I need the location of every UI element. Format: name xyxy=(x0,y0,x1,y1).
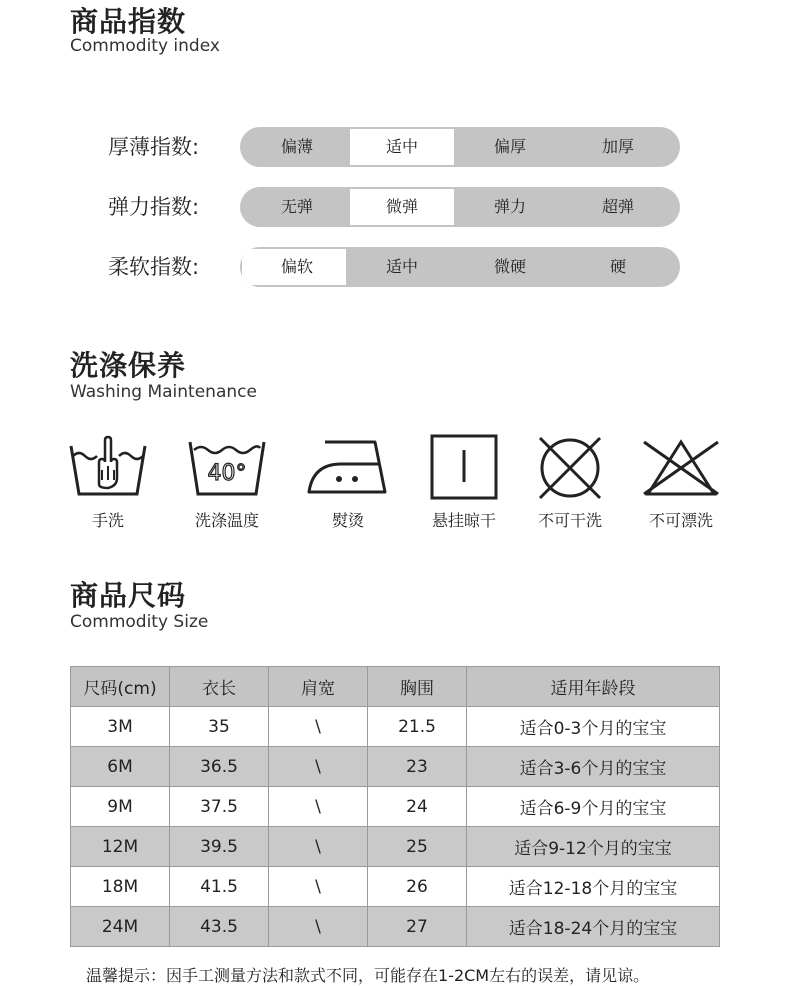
iron-icon xyxy=(293,432,403,502)
elasticity-option-selected: 微弹 xyxy=(348,187,456,227)
wash-temperature-icon xyxy=(172,432,282,502)
elasticity-index-row xyxy=(108,187,688,227)
cell-age-range: 适合9-12个月的宝宝 xyxy=(467,827,720,867)
table-row xyxy=(71,707,720,747)
care-label: 手洗 xyxy=(91,511,124,530)
table-row xyxy=(71,787,720,827)
care-item-no-dry-clean xyxy=(515,432,625,532)
cell-shoulder: \ xyxy=(269,747,368,787)
cell-chest: 25 xyxy=(368,827,467,867)
cell-age-range: 适合6-9个月的宝宝 xyxy=(467,787,720,827)
cell-chest: 27 xyxy=(368,907,467,947)
elasticity-option: 超弹 xyxy=(601,197,634,216)
softness-option: 适中 xyxy=(385,257,418,276)
cell-shoulder: \ xyxy=(269,707,368,747)
no-bleach-icon xyxy=(626,432,736,502)
softness-option-selected: 偏软 xyxy=(240,247,348,287)
elasticity-index-label: 弹力指数: xyxy=(108,195,200,219)
table-row xyxy=(71,827,720,867)
thickness-option-selected: 适中 xyxy=(348,127,456,167)
cell-shoulder: \ xyxy=(269,827,368,867)
cell-size: 12M xyxy=(71,827,170,867)
wash-temperature-value: 40° xyxy=(207,461,247,486)
care-item-no-bleach xyxy=(626,432,736,532)
cell-size: 3M xyxy=(71,707,170,747)
index-section-subtitle: Commodity index xyxy=(70,36,220,56)
cell-chest: 21.5 xyxy=(368,707,467,747)
cell-size: 18M xyxy=(71,867,170,907)
care-label: 不可漂洗 xyxy=(648,511,713,530)
index-section-title: 商品指数 xyxy=(70,5,187,38)
table-row xyxy=(71,867,720,907)
care-item-wash-temperature xyxy=(172,432,282,532)
header-shoulder: 肩宽 xyxy=(269,667,368,707)
washing-section-title: 洗涤保养 xyxy=(70,349,187,382)
header-chest: 胸围 xyxy=(368,667,467,707)
hang-dry-icon xyxy=(409,432,519,502)
header-size: 尺码(cm) xyxy=(71,667,170,707)
cell-shoulder: \ xyxy=(269,867,368,907)
thickness-index-scale xyxy=(240,127,680,167)
care-label: 不可干洗 xyxy=(537,511,602,530)
washing-section-subtitle: Washing Maintenance xyxy=(70,382,257,402)
header-length: 衣长 xyxy=(170,667,269,707)
care-label: 熨烫 xyxy=(331,511,364,530)
table-row xyxy=(71,747,720,787)
softness-option: 微硬 xyxy=(493,257,526,276)
thickness-option: 偏厚 xyxy=(493,137,526,156)
thickness-index-row xyxy=(108,127,688,167)
no-dry-clean-icon xyxy=(515,432,625,502)
thickness-option: 偏薄 xyxy=(280,137,313,156)
care-item-hang-dry xyxy=(409,432,519,532)
cell-shoulder: \ xyxy=(269,907,368,947)
measurement-note: 温馨提示：因手工测量方法和款式不同，可能存在1-2CM左右的误差，请见谅。 xyxy=(86,966,650,985)
cell-chest: 26 xyxy=(368,867,467,907)
care-item-hand-wash xyxy=(53,432,163,532)
size-table xyxy=(70,666,720,947)
cell-length: 41.5 xyxy=(170,867,269,907)
thickness-index-label: 厚薄指数: xyxy=(108,135,200,159)
cell-shoulder: \ xyxy=(269,787,368,827)
care-label: 悬挂晾干 xyxy=(431,511,496,530)
softness-index-scale xyxy=(240,247,680,287)
cell-age-range: 适合18-24个月的宝宝 xyxy=(467,907,720,947)
elasticity-index-scale xyxy=(240,187,680,227)
cell-chest: 23 xyxy=(368,747,467,787)
hand-wash-icon xyxy=(53,432,163,502)
softness-index-label: 柔软指数: xyxy=(108,255,200,279)
size-table-header xyxy=(71,667,720,707)
cell-age-range: 适合12-18个月的宝宝 xyxy=(467,867,720,907)
size-section-title: 商品尺码 xyxy=(70,579,187,612)
cell-chest: 24 xyxy=(368,787,467,827)
care-item-iron xyxy=(293,432,403,532)
cell-length: 43.5 xyxy=(170,907,269,947)
cell-size: 9M xyxy=(71,787,170,827)
cell-length: 37.5 xyxy=(170,787,269,827)
care-label: 洗涤温度 xyxy=(194,511,259,530)
cell-age-range: 适合3-6个月的宝宝 xyxy=(467,747,720,787)
cell-age-range: 适合0-3个月的宝宝 xyxy=(467,707,720,747)
cell-size: 6M xyxy=(71,747,170,787)
cell-size: 24M xyxy=(71,907,170,947)
cell-length: 35 xyxy=(170,707,269,747)
header-age-range: 适用年龄段 xyxy=(467,667,720,707)
thickness-option: 加厚 xyxy=(601,137,634,156)
cell-length: 36.5 xyxy=(170,747,269,787)
elasticity-option: 弹力 xyxy=(493,197,526,216)
softness-option: 硬 xyxy=(609,257,626,276)
elasticity-option: 无弹 xyxy=(280,197,313,216)
softness-index-row xyxy=(108,247,688,287)
cell-length: 39.5 xyxy=(170,827,269,867)
size-section-subtitle: Commodity Size xyxy=(70,612,209,632)
table-row xyxy=(71,907,720,947)
